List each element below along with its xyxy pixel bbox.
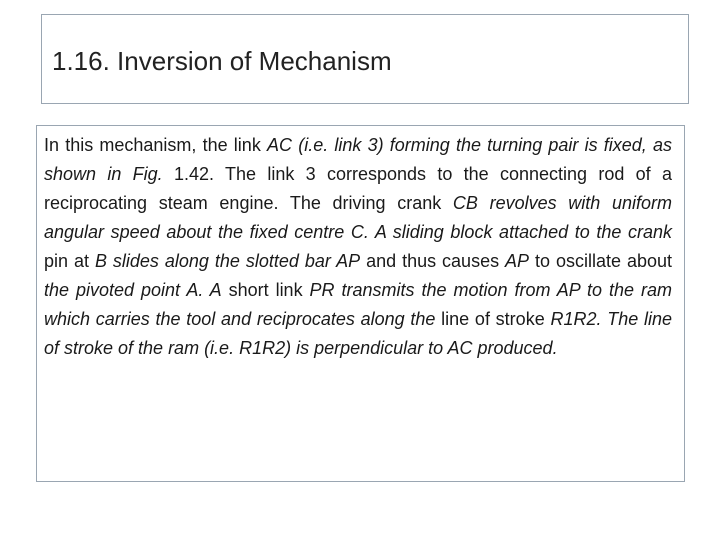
- text-run: B slides along the slotted bar AP: [94, 251, 361, 271]
- text-run: AP: [505, 251, 530, 271]
- content-paragraph: [44, 131, 672, 363]
- text-run: to oscillate about: [529, 251, 673, 271]
- text-run: AC (i.e. link 3) forming the turning pair is fixed, as shown in Fig.: [44, 135, 672, 184]
- text-run: PR transmits the motion from AP to the ram which carries the tool and reciprocates along the: [44, 280, 673, 329]
- content-box: [36, 125, 685, 482]
- text-run: R1R2. The line of stroke of the ram (i.e. R1R2) is perpendicular to AC produced.: [44, 309, 672, 358]
- slide-title: 1.16. Inversion of Mechanism: [52, 46, 392, 76]
- text-run: CB revolves with uniform angular speed about the fixed centre C. A sliding block attached to the crank: [44, 193, 672, 242]
- text-run: pin at: [44, 251, 95, 271]
- text-run: In this mechanism, the link: [44, 135, 268, 155]
- text-run: line of stroke: [435, 309, 551, 329]
- text-run: 1.42. The link 3 corresponds to the connecting rod of a reciprocating steam engine. The driving crank: [44, 164, 672, 213]
- text-run: short link: [221, 280, 310, 300]
- title-box: [41, 14, 689, 104]
- text-run: and thus causes: [360, 251, 506, 271]
- text-run: the pivoted point A. A: [44, 280, 222, 300]
